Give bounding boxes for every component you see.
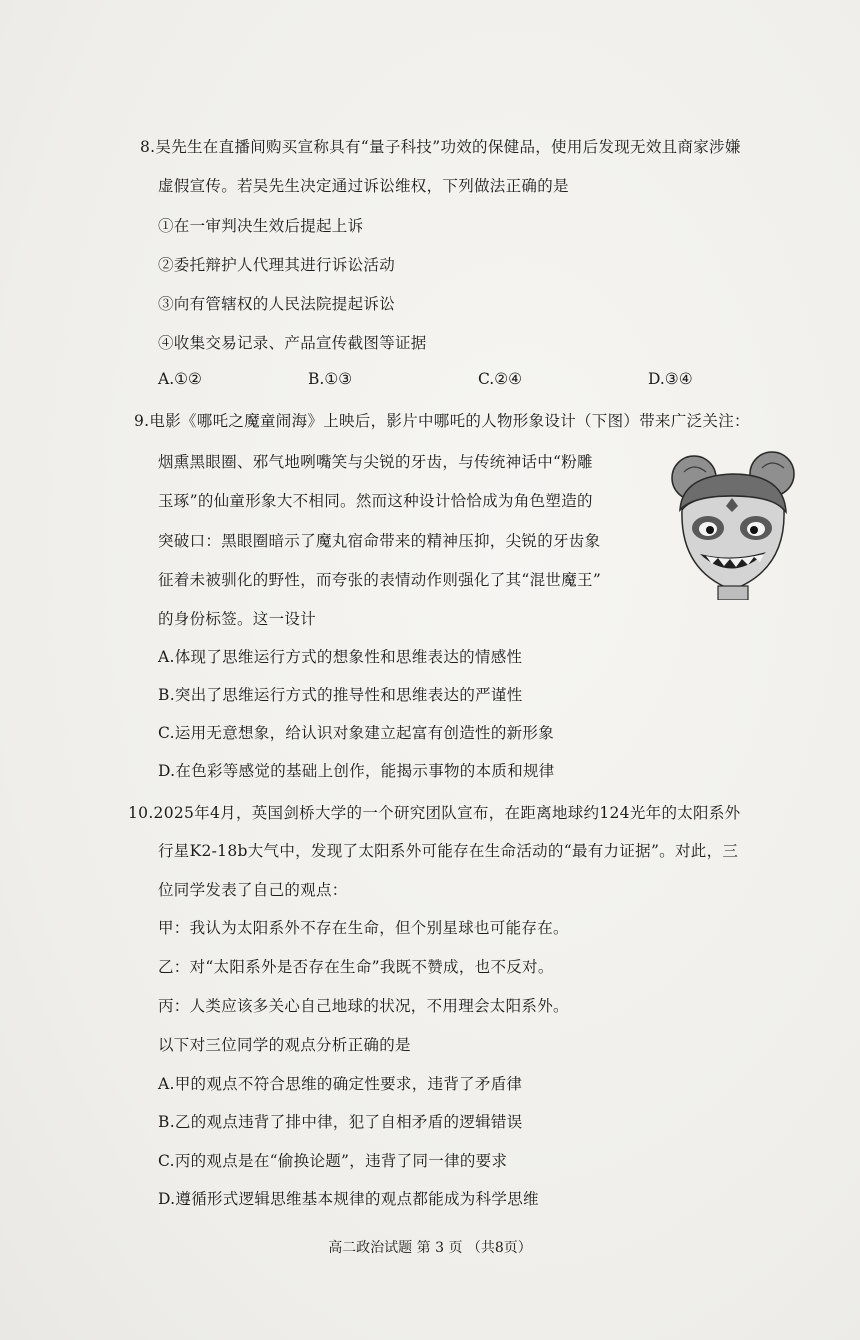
q10-view-jia: 甲：我认为太阳系外不存在生命，但个别星球也可能存在。 [158,919,569,937]
q8-option-b[interactable]: B.①③ [308,370,353,388]
q10-view-yi: 乙：对“太阳系外是否存在生命”我既不赞成，也不反对。 [158,958,554,976]
q8-option-d[interactable]: D.③④ [648,370,693,388]
q8-option-a[interactable]: A.①② [158,370,202,388]
q9-stem-line-6: 的身份标签。这一设计 [158,610,317,628]
q8-item-3: ③向有管辖权的人民法院提起诉讼 [158,295,396,313]
q9-stem-line-4: 突破口：黑眼圈暗示了魔丸宿命带来的精神压抑，尖锐的牙齿象 [158,532,601,550]
q8-options [158,370,718,392]
q8-stem-line-1: 8.吴先生在直播间购买宣称具有“量子科技”功效的保健品，使用后发现无效且商家涉嫌 [140,138,741,156]
q8-item-2: ②委托辩护人代理其进行诉讼活动 [158,256,396,274]
q9-option-c[interactable]: C.运用无意想象，给认识对象建立起富有创造性的新形象 [158,724,555,742]
q10-option-a[interactable]: A.甲的观点不符合思维的确定性要求，违背了矛盾律 [158,1075,523,1093]
q10-view-bing: 丙：人类应该多关心自己地球的状况，不用理会太阳系外。 [158,997,569,1015]
q10-stem-line-2: 行星K2-18b大气中，发现了太阳系外可能存在生命活动的“最有力证据”。对此，三 [158,842,739,860]
q8-option-c[interactable]: C.②④ [478,370,523,388]
q10-option-d[interactable]: D.遵循形式逻辑思维基本规律的观点都能成为科学思维 [158,1190,539,1208]
q9-stem-line-1: 9.电影《哪吒之魔童闹海》上映后，影片中哪吒的人物形象设计（下图）带来广泛关注： [134,412,750,430]
q10-option-c[interactable]: C.丙的观点是在“偷换论题”，违背了同一律的要求 [158,1152,508,1170]
q9-option-b[interactable]: B.突出了思维运行方式的推导性和思维表达的严谨性 [158,686,523,704]
nezha-character-image [662,450,802,600]
q8-item-4: ④收集交易记录、产品宣传截图等证据 [158,334,427,352]
q9-stem-line-3: 玉琢”的仙童形象大不相同。然而这种设计恰恰成为角色塑造的 [158,492,593,510]
q9-option-d[interactable]: D.在色彩等感觉的基础上创作，能揭示事物的本质和规律 [158,762,555,780]
q9-option-a[interactable]: A.体现了思维运行方式的想象性和思维表达的情感性 [158,648,523,666]
q10-option-b[interactable]: B.乙的观点违背了排中律，犯了自相矛盾的逻辑错误 [158,1113,523,1131]
q8-item-1: ①在一审判决生效后提起上诉 [158,217,364,235]
q10-stem-question: 以下对三位同学的观点分析正确的是 [158,1036,411,1054]
q8-stem-line-2: 虚假宣传。若吴先生决定通过诉讼维权，下列做法正确的是 [158,177,569,195]
q10-stem-line-3: 位同学发表了自己的观点： [158,881,348,899]
q10-stem-line-1: 10.2025年4月，英国剑桥大学的一个研究团队宣布，在距离地球约124光年的太阳系外 [128,804,741,822]
q9-stem-line-5: 征着未被驯化的野性，而夸张的表情动作则强化了其“混世魔王” [158,571,602,589]
q9-stem-line-2: 烟熏黑眼圈、邪气地咧嘴笑与尖锐的牙齿，与传统神话中“粉雕 [158,453,593,471]
page-footer: 高二政治试题 第 3 页 （共8页） [328,1240,532,1256]
